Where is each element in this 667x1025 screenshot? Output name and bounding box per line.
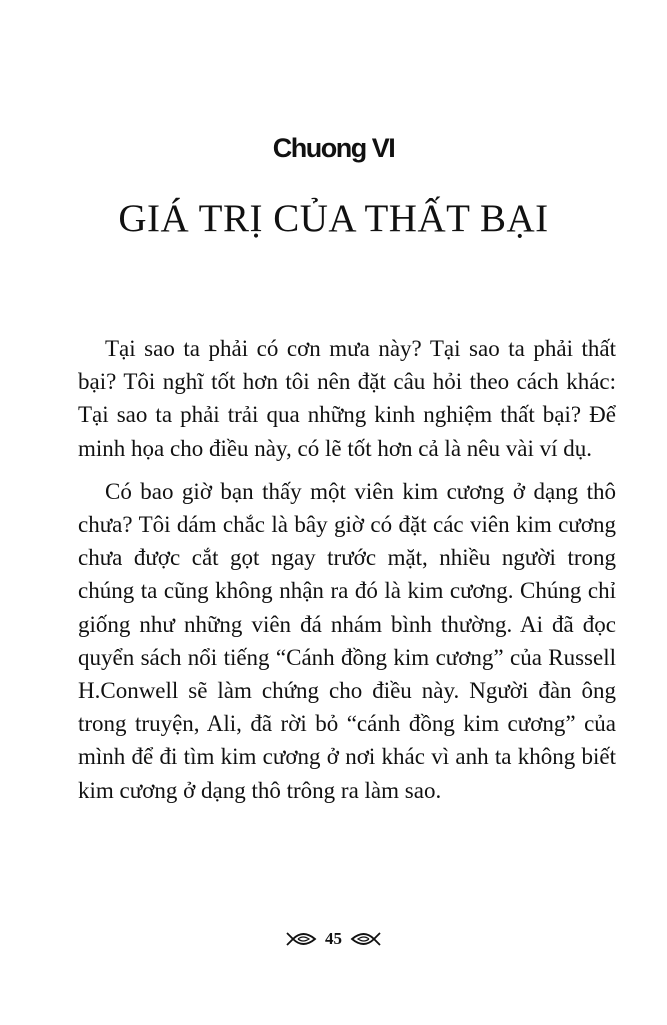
body-text xyxy=(78,332,616,817)
paragraph-1: Tại sao ta phải có cơn mưa này? Tại sao ta phải thất bại? Tôi nghĩ tốt hơn tôi nên đặt câu hỏi theo cách khác: Tại sao ta phải trải qua những kinh nghiệm thất bại? Để minh họa cho điều này, có lẽ tốt hơn cả là nêu vài ví dụ. xyxy=(78,336,616,461)
fish-ornament-right-icon xyxy=(350,929,382,949)
paragraph-2: Có bao giờ bạn thấy một viên kim cương ở dạng thô chưa? Tôi dám chắc là bây giờ có đặt các viên kim cương chưa được cắt gọt ngay trước mặt, nhiều người trong chúng ta cũng không nhận ra đó là kim cương. Chúng chỉ giống như những viên đá nhám bình thường. Ai đã đọc quyển sách nổi tiếng “Cánh đồng kim cương” của Russell H.Conwell sẽ làm chứng cho điều này. Người đàn ông trong truyện, Ali, đã rời bỏ “cánh đồng kim cương” của mình để đi tìm kim cương ở nơi khác vì anh ta không biết kim cương ở dạng thô trông ra làm sao. xyxy=(78,478,616,803)
page-footer xyxy=(0,929,667,949)
chapter-label: Chuong VI xyxy=(272,133,395,163)
fish-ornament-left-icon xyxy=(285,929,317,949)
chapter-title: GIÁ TRỊ CỦA THẤT BẠI xyxy=(118,197,549,240)
page-number: 45 xyxy=(325,929,342,948)
